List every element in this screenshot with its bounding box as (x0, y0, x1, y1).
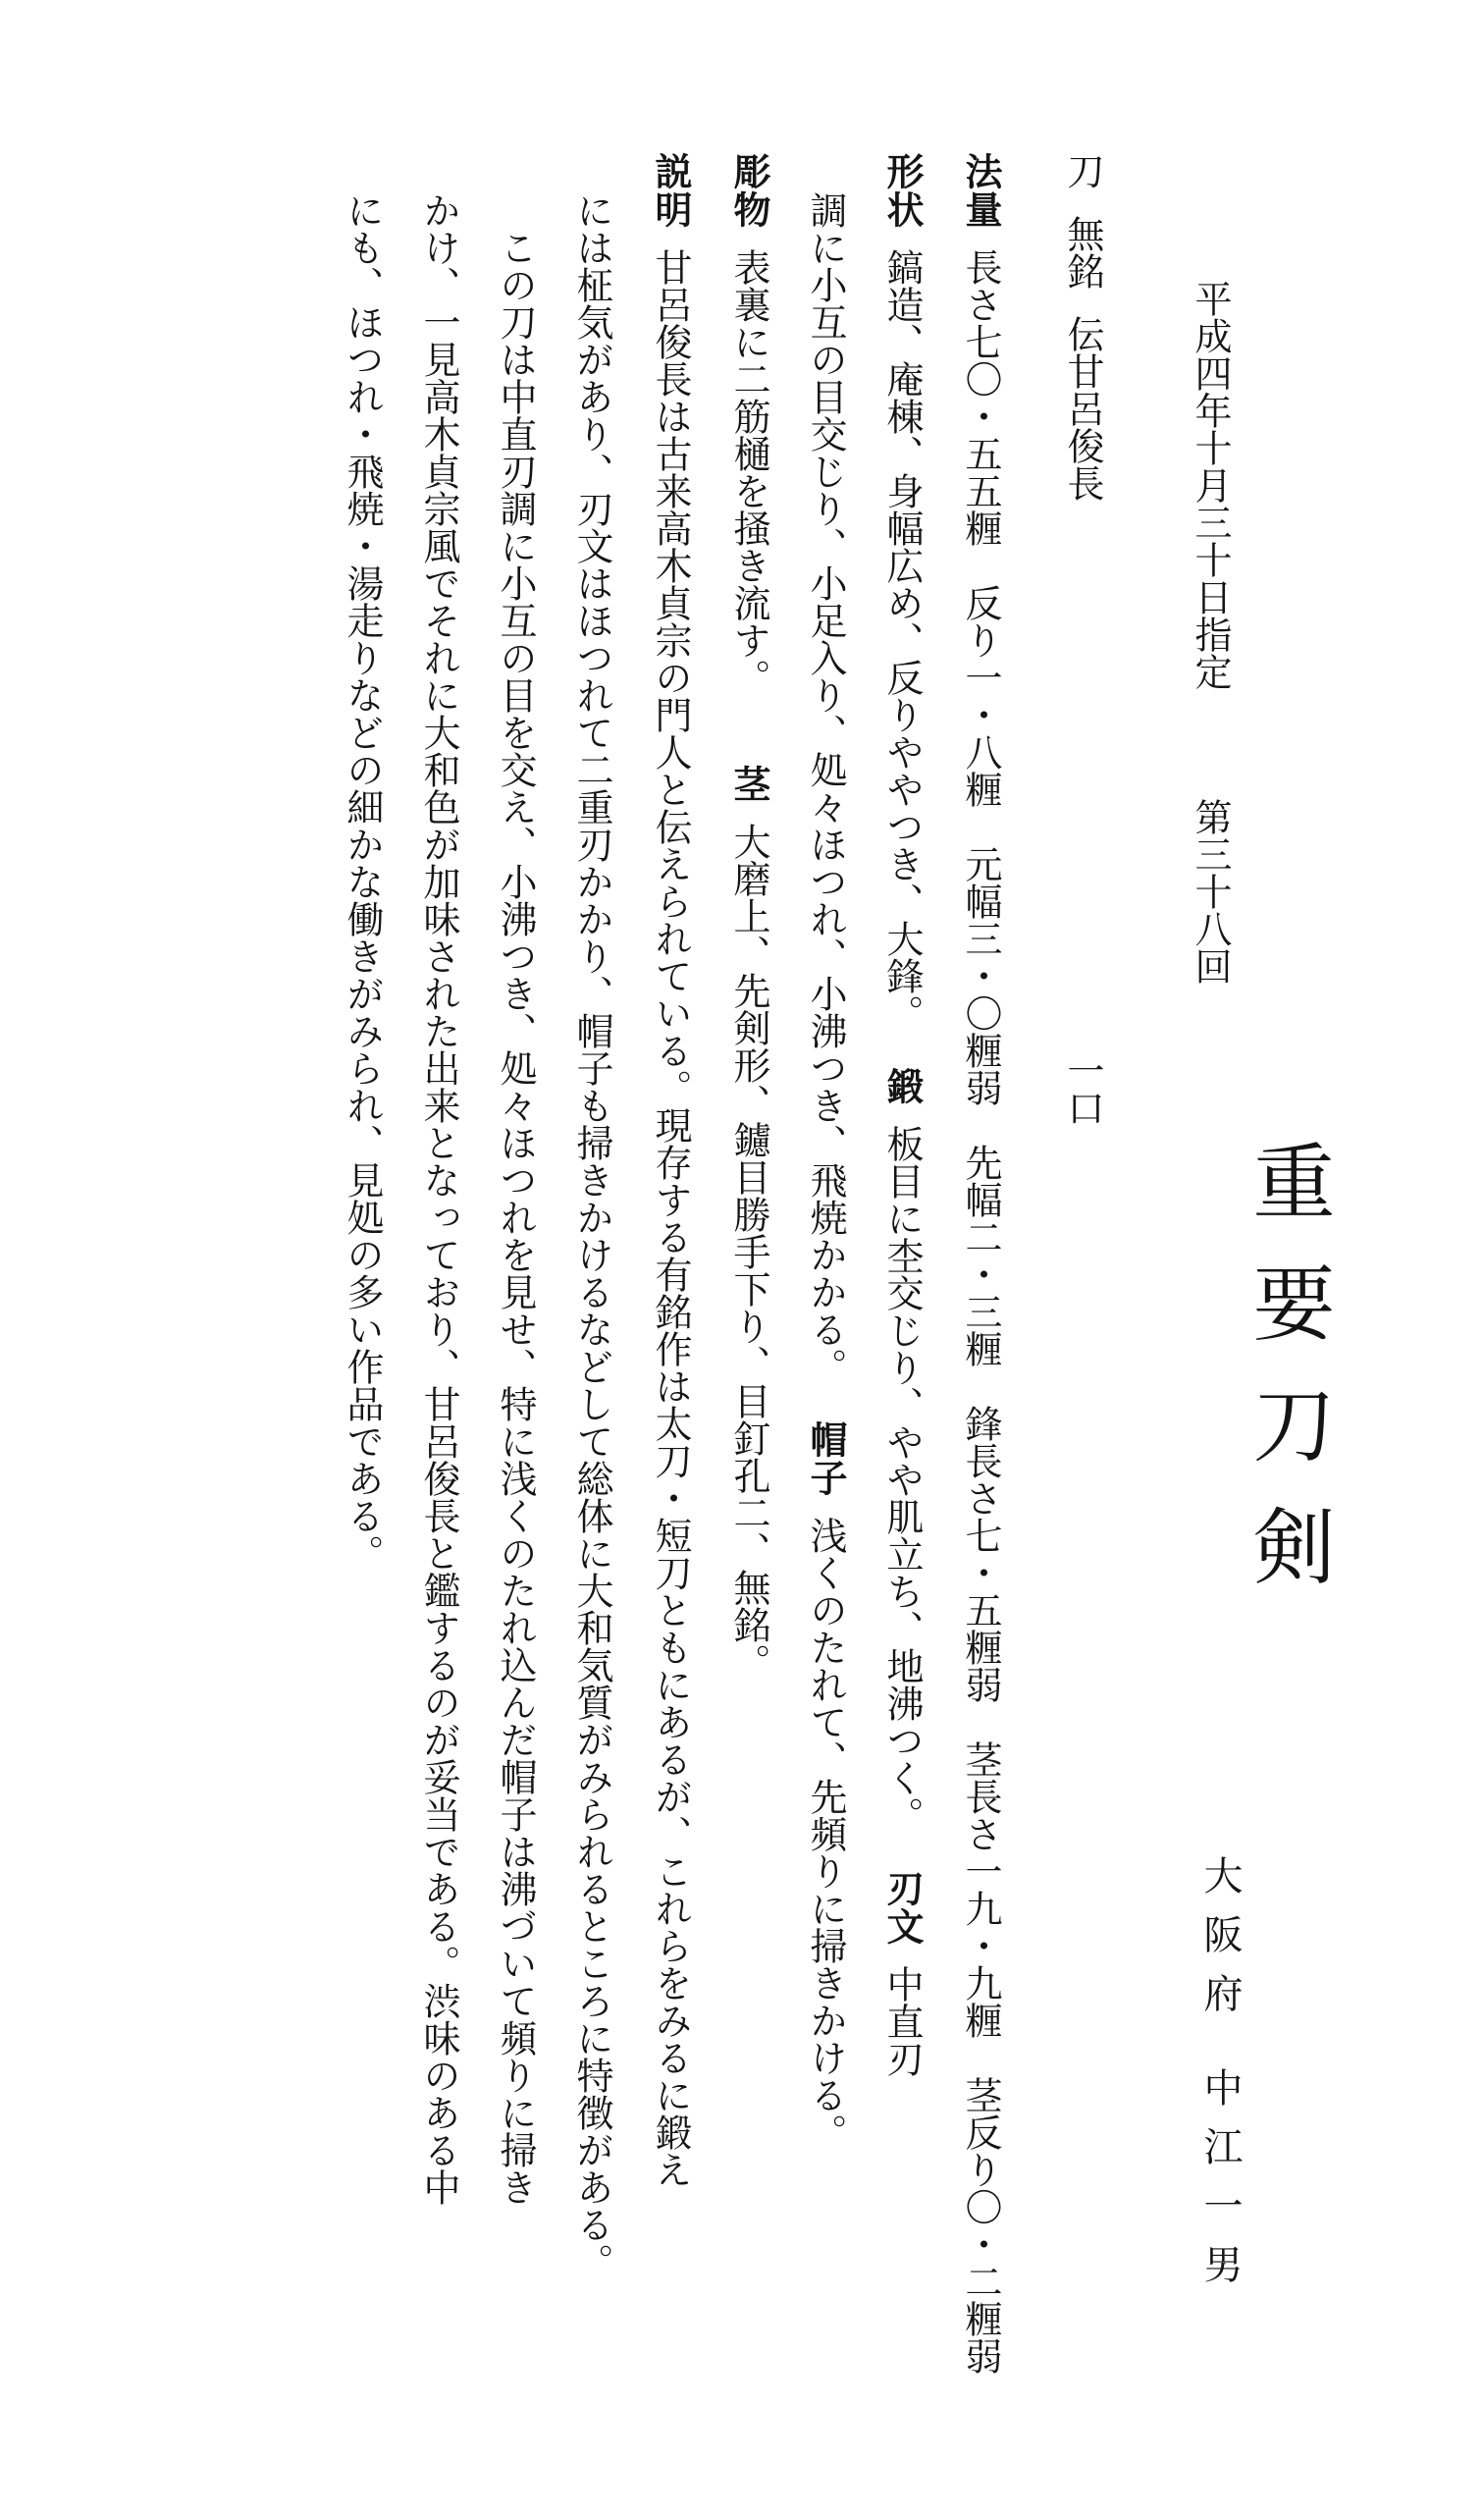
item-count: 一口 (1061, 1051, 1104, 1126)
boshi-label: 帽子 (804, 1420, 847, 1497)
hamon-text-2: 調に小互の目交じり、小足入り、処々ほつれ、小沸つき、飛焼かかる。 (804, 191, 847, 1385)
setsumei-column-1 (642, 152, 699, 2188)
setsumei-line-4: かけ、一見高木貞宗風でそれに大和色が加味された出来となっており、甘呂俊長と鑑するのが妥当である。渋味のある中 (417, 191, 460, 2206)
setsumei-column-5 (334, 191, 391, 1572)
kitae-label: 鍛 (880, 1067, 924, 1105)
setsumei-label: 説明 (649, 152, 692, 229)
horimono-label: 彫物 (727, 152, 770, 229)
setsumei-line-5: にも、ほつれ・飛焼・湯走りなどの細かな働きがみられ、見処の多い作品である。 (341, 191, 384, 1572)
setsumei-column-4 (410, 191, 467, 2206)
keijo-text: 鎬造、庵棟、身幅広め、反りややつき、大鋒。 (880, 248, 924, 1032)
setsumei-line-2: には柾気があり、刃文はほつれて二重刃かかり、帽子も掃きかけるなどして総体に大和気質がみられるところに特徴がある。 (570, 191, 613, 2280)
horimono-text: 表裏に二筋樋を掻き流す。 (727, 248, 770, 696)
setsumei-line-3: この刀は中直刃調に小互の目を交え、小沸つき、処々ほつれを見せ、特に浅くのたれ込んだ帽子は沸づいて頻りに掃き (494, 191, 537, 2206)
boshi-text: 浅くのたれて、先頻りに掃きかける。 (804, 1517, 847, 2151)
item-attribution: 伝甘呂俊長 (1061, 315, 1104, 502)
hamon-cont-column (797, 191, 854, 2151)
designation-date: 平成四年十月三十日指定 (1189, 280, 1232, 690)
keijo-column (874, 152, 930, 2077)
nakago-label: 茎 (727, 765, 770, 803)
designation-column (1182, 280, 1239, 985)
kitae-text: 板目に杢交じり、やや肌立ち、地沸つく。 (880, 1125, 924, 1834)
hoyo-label: 法量 (959, 152, 1002, 229)
keijo-label: 形状 (880, 152, 924, 229)
item-mei: 無銘 (1061, 215, 1104, 290)
document-title: 重要刀剣 (1240, 1139, 1336, 1626)
hoyo-column (952, 152, 1009, 2375)
owner-name: 中江一男 (1197, 2067, 1243, 2303)
item-type: 刀 (1061, 152, 1104, 189)
nakago-text: 大磨上、先剣形、鑢目勝手下り、目釘孔二、無銘。 (727, 823, 770, 1681)
item-column (1054, 152, 1111, 1126)
setsumei-column-2 (563, 191, 620, 2280)
setsumei-line-1: 甘呂俊長は古来高木貞宗の門人と伝えられている。現存する有銘作は太刀・短刀ともにあるが、これらをみるに鍛え (649, 248, 692, 2188)
horimono-column (720, 152, 777, 1681)
hamon-text-1: 中直刃 (880, 1965, 924, 2077)
hamon-label: 刃文 (880, 1869, 924, 1946)
owner-prefecture: 大阪府 (1197, 1855, 1243, 2032)
setsumei-column-3 (487, 191, 544, 2206)
hoyo-text: 長さ七〇・五五糎 反り一・八糎 元幅三・〇糎弱 先幅二・三糎 鋒長さ七・五糎弱 茎長さ一九・九糎 茎反り〇・二糎弱 (959, 248, 1002, 2375)
session-number: 第三十八回 (1189, 798, 1232, 985)
owner-column (1192, 1855, 1248, 2303)
